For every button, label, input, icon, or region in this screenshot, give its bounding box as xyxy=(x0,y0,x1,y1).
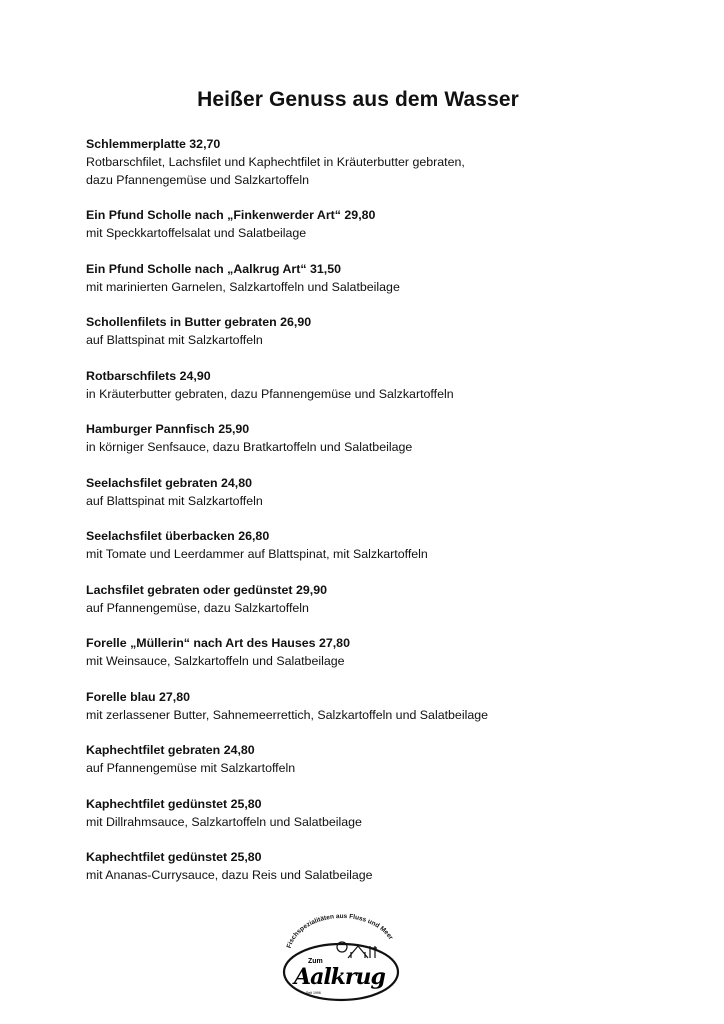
dish-description: auf Blattspinat mit Salzkartoffeln xyxy=(86,333,263,348)
menu-item xyxy=(86,689,686,725)
menu-list xyxy=(86,136,686,903)
dish-name-price: Lachsfilet gebraten oder gedünstet 29,90 xyxy=(86,582,327,597)
dish-name-price: Forelle blau 27,80 xyxy=(86,689,190,704)
dish-name-price: Seelachsfilet gebraten 24,80 xyxy=(86,475,252,490)
menu-item xyxy=(86,261,686,297)
dish-description: mit Weinsauce, Salzkartoffeln und Salatbeilage xyxy=(86,654,345,669)
dish-description: dazu Pfannengemüse und Salzkartoffeln xyxy=(86,172,309,187)
aalkrug-logo xyxy=(276,910,406,1002)
menu-item xyxy=(86,475,686,511)
logo-prefix: Zum xyxy=(308,958,323,965)
menu-item xyxy=(86,528,686,564)
dish-description: mit Dillrahmsauce, Salzkartoffeln und Salatbeilage xyxy=(86,814,362,829)
page-title: Heißer Genuss aus dem Wasser xyxy=(197,88,519,111)
dish-description: in Kräuterbutter gebraten, dazu Pfannengemüse und Salzkartoffeln xyxy=(86,386,454,401)
dish-name-price: Schollenfilets in Butter gebraten 26,90 xyxy=(86,315,312,330)
dish-name-price: Kaphechtfilet gedünstet 25,80 xyxy=(86,796,262,811)
dish-description: Rotbarschfilet, Lachsfilet und Kaphechtfilet in Kräuterbutter gebraten, xyxy=(86,154,465,169)
menu-item xyxy=(86,582,686,618)
dish-name-price: Ein Pfund Scholle nach „Aalkrug Art“ 31,50 xyxy=(86,261,341,276)
dish-description: mit marinierten Garnelen, Salzkartoffeln und Salatbeilage xyxy=(86,279,400,294)
dish-name-price: Forelle „Müllerin“ nach Art des Hauses 27,80 xyxy=(86,636,350,651)
dish-description: auf Pfannengemüse mit Salzkartoffeln xyxy=(86,761,296,776)
dish-name-price: Schlemmerplatte 32,70 xyxy=(86,137,221,151)
dish-description: in körniger Senfsauce, dazu Bratkartoffeln und Salatbeilage xyxy=(86,440,413,455)
dish-description: auf Pfannengemüse, dazu Salzkartoffeln xyxy=(86,600,309,615)
dish-description: mit Speckkartoffelsalat und Salatbeilage xyxy=(86,226,307,241)
dish-name-price: Rotbarschfilets 24,90 xyxy=(86,368,211,383)
dish-name-price: Hamburger Pannfisch 25,90 xyxy=(86,422,250,437)
logo-name: Aalkrug xyxy=(294,964,385,990)
menu-item xyxy=(86,314,686,350)
menu-item xyxy=(86,635,686,671)
menu-item xyxy=(86,207,686,243)
menu-item xyxy=(86,136,686,190)
dish-description: mit Tomate und Leerdammer auf Blattspinat, mit Salzkartoffeln xyxy=(86,547,428,562)
dish-description: mit zerlassener Butter, Sahnemeerrettich, Salzkartoffeln und Salatbeilage xyxy=(86,707,488,722)
menu-item xyxy=(86,742,686,778)
menu-item xyxy=(86,849,686,885)
menu-item xyxy=(86,368,686,404)
dish-name-price: Ein Pfund Scholle nach „Finkenwerder Art“ 29,80 xyxy=(86,208,376,223)
dish-name-price: Kaphechtfilet gedünstet 25,80 xyxy=(86,850,262,865)
dish-name-price: Seelachsfilet überbacken 26,80 xyxy=(86,529,270,544)
logo-arc-text: Fischspezialitäten aus Fluss und Meer xyxy=(285,912,395,950)
dish-description: mit Ananas-Currysauce, dazu Reis und Salatbeilage xyxy=(86,868,373,883)
dish-description: auf Blattspinat mit Salzkartoffeln xyxy=(86,493,263,508)
menu-item xyxy=(86,796,686,832)
logo-since: Seit 1996 xyxy=(306,991,321,995)
menu-item xyxy=(86,421,686,457)
dish-name-price: Kaphechtfilet gebraten 24,80 xyxy=(86,743,255,758)
